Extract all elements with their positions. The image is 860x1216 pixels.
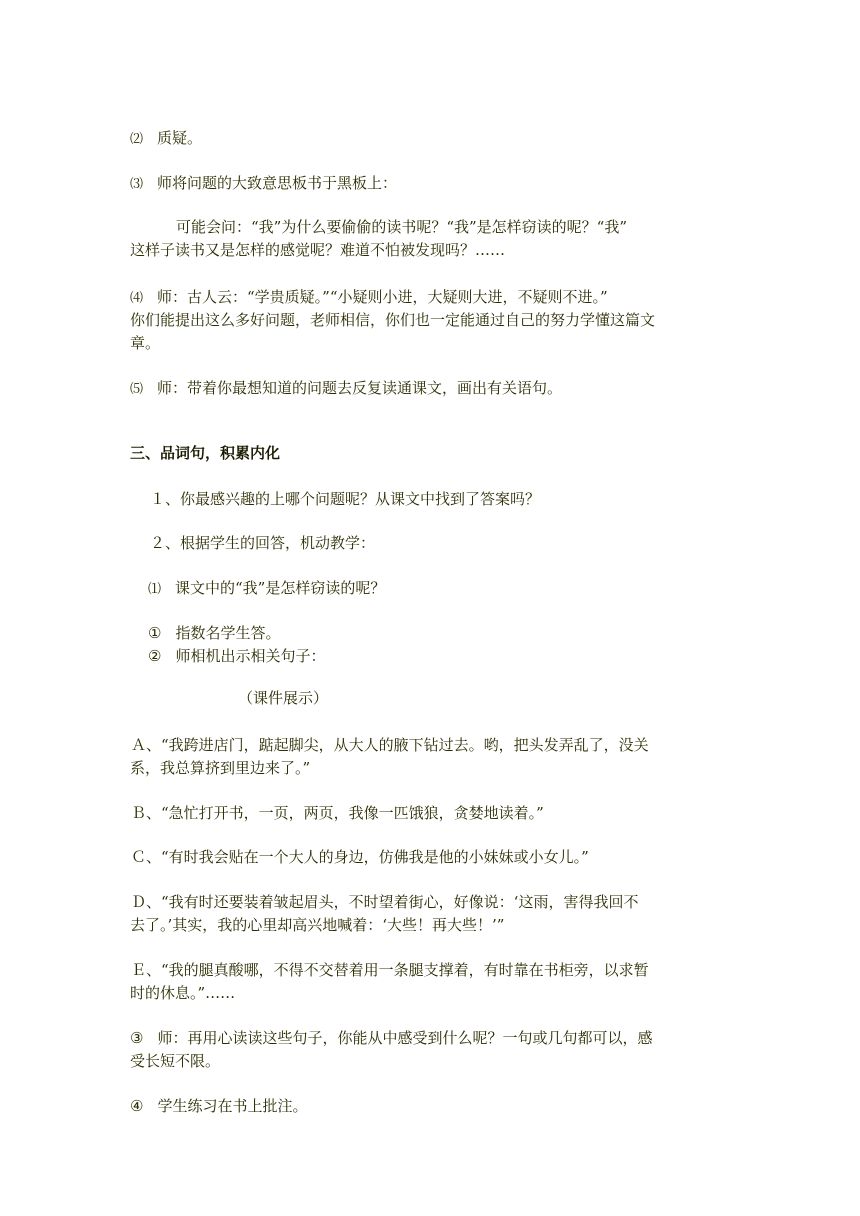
- item-text: 师：古人云：“学贵质疑。”“小疑则小进，大疑则大进，不疑则不进。”: [157, 288, 608, 306]
- item-4-line-2: 你们能提出这么多好问题，老师相信，你们也一定能通过自己的努力学懂这篇文: [130, 311, 656, 329]
- circle-item-3-line-1: [130, 1027, 652, 1050]
- courseware-note: （课件展示）: [238, 689, 329, 707]
- step-2: ２、根据学生的回答，机动教学：: [150, 534, 376, 552]
- item-4-line-3: 章。: [130, 334, 161, 352]
- step-1: １、你最感兴趣的上哪个问题呢？从课文中找到了答案吗？: [150, 490, 541, 508]
- circle-item-3-line-2: 受长短不限。: [130, 1052, 221, 1070]
- item-4-line-1: [130, 286, 608, 310]
- sentence-b: Ｂ、“急忙打开书，一页，两页，我像一匹饿狼，贪婪地读着。”: [131, 804, 544, 822]
- item-number: ②: [148, 647, 162, 665]
- sentence-a-line-2: 系，我总算挤到里边来了。”: [130, 759, 311, 777]
- item-text: 学生练习在书上批注。: [157, 1097, 308, 1115]
- item-number: ⑸: [130, 382, 144, 397]
- item-text: 课文中的“我”是怎样窃读的呢？: [175, 579, 386, 597]
- item-text: 质疑。: [157, 129, 203, 147]
- item-5: [130, 377, 562, 401]
- item-number: ⑴: [148, 582, 162, 597]
- item-number: ①: [148, 624, 162, 642]
- item-number: ③: [130, 1029, 144, 1047]
- circle-item-2: [148, 645, 325, 668]
- item-text: 指数名学生答。: [175, 624, 281, 642]
- section-heading: 三、品词句，积累内化: [130, 444, 281, 462]
- item-number: ⑷: [130, 291, 144, 306]
- item-2: [130, 127, 202, 151]
- item-number: ⑶: [130, 177, 144, 192]
- questions-line-2: 这样子读书又是怎样的感觉呢？难道不怕被发现吗？……: [130, 241, 506, 259]
- sub-item-1: [148, 577, 385, 601]
- sentence-d-line-2: 去了。’其实，我的心里却高兴地喊着：‘大些！再大些！’”: [130, 916, 505, 934]
- item-number: ⑵: [130, 132, 144, 147]
- sentence-a-line-1: Ａ、“我跨进店门，踮起脚尖，从大人的腋下钻过去。哟，把头发弄乱了，没关: [131, 736, 649, 754]
- item-number: ④: [130, 1097, 144, 1115]
- item-text: 师相机出示相关句子：: [175, 647, 326, 665]
- sentence-c: Ｃ、“有时我会贴在一个大人的身边，仿佛我是他的小妹妹或小女儿。”: [131, 848, 589, 866]
- questions-line-1: 可能会问：“我”为什么要偷偷的读书呢？“我”是怎样窃读的呢？“我”: [176, 218, 628, 236]
- item-text: 师：再用心读读这些句子，你能从中感受到什么呢？一句或几句都可以，感: [157, 1029, 653, 1047]
- sentence-e-line-2: 时的休息。”……: [130, 984, 236, 1002]
- item-text: 师将问题的大致意思板书于黑板上：: [157, 174, 398, 192]
- circle-item-4: [130, 1095, 307, 1118]
- item-text: 师：带着你最想知道的问题去反复读通课文，画出有关语句。: [157, 379, 563, 397]
- sentence-e-line-1: Ｅ、“我的腿真酸哪，不得不交替着用一条腿支撑着，有时靠在书柜旁，以求暂: [131, 961, 649, 979]
- circle-item-1: [148, 622, 280, 645]
- item-3: [130, 172, 397, 196]
- sentence-d-line-1: Ｄ、“我有时还要装着皱起眉头，不时望着街心，好像说：‘这雨，害得我回不: [131, 893, 639, 911]
